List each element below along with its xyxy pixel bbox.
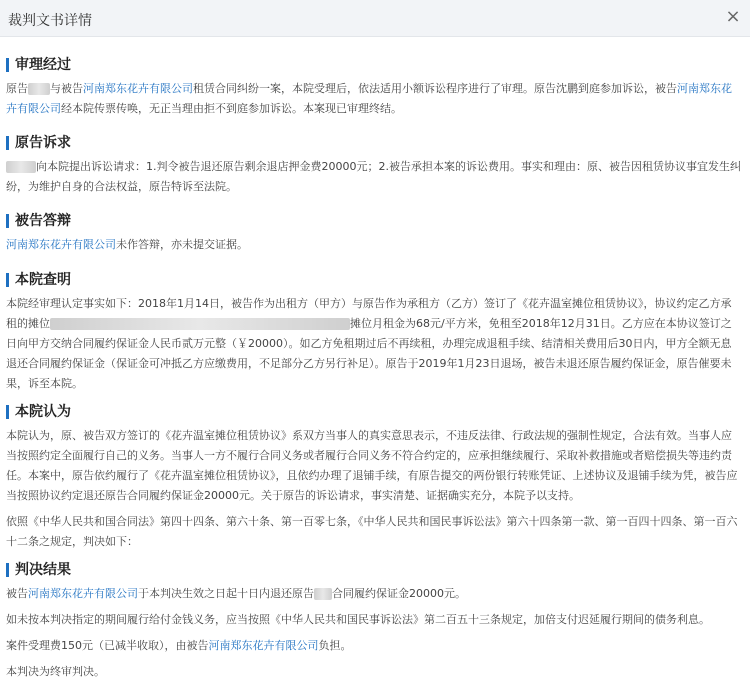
section-title: 判决结果 [15, 562, 71, 578]
section-trial-process [0, 55, 750, 115]
text: 本院经审理认定事实如下：2018年1月14日，被告作为出租方（甲方）与原告作为承租方（乙方）签订了《花卉温室摊位租赁协议》，协议约定乙方承租的摊位 [6, 297, 732, 330]
section-title: 审理经过 [15, 57, 71, 73]
section-court-opinion [0, 402, 750, 548]
section-title: 本院认为 [15, 404, 71, 420]
section-title: 被告答辩 [15, 213, 71, 229]
section-heading [0, 402, 750, 422]
text: 负担。 [318, 639, 352, 652]
party-link[interactable]: 河南郑东花卉有限公司 [6, 238, 116, 251]
redacted-text [50, 318, 350, 330]
section-heading [0, 211, 750, 231]
paragraph: 本判决为终审判决。 [6, 665, 105, 678]
paragraph [6, 235, 742, 255]
text: 经本院传票传唤，无正当理由拒不到庭参加诉讼。本案现已审理终结。 [61, 102, 402, 115]
paragraph [6, 79, 742, 119]
text: 被告 [6, 587, 28, 600]
text: 向本院提出诉讼请求：1.判令被告退还原告剩余退店押金费20000元；2.被告承担本案的诉讼费用。事实和理由：原、被告因租赁协议事宜发生纠纷，为维护自身的合法权益，原告特诉至法院。 [6, 160, 741, 193]
redacted-name [28, 83, 50, 95]
text: 租赁合同纠纷一案，本院受理后，依法适用小额诉讼程序进行了审理。原告沈鹏到庭参加诉讼，被告 [193, 82, 677, 95]
text: 摊位月租金为68元/平方米，免租至2018年12月31日。乙方应在本协议签订之日向甲方交纳合同履约保证金人民币贰万元整（￥20000）。如乙方免租期过后不再续租，办理完成退租手续、结清相关费用后30日内，甲方全额无息退还合同履约保证金（保证金可冲抵乙方应缴费用，不足部分乙方另行补足）。原告于2019年1月23日退场，被告未退还原告履约保证金，原告催要未果，诉至本院。 [6, 317, 732, 390]
section-heading [0, 270, 750, 290]
text: 案件受理费150元（已减半收取），由被告 [6, 639, 209, 652]
section-findings [0, 270, 750, 390]
text: 未作答辩，亦未提交证据。 [116, 238, 248, 251]
section-heading [0, 560, 750, 580]
party-link[interactable]: 河南郑东花卉有限公司 [6, 82, 732, 115]
dialog-header [0, 0, 750, 37]
section-marker [6, 563, 9, 577]
paragraph [6, 636, 742, 656]
section-title: 本院查明 [15, 272, 71, 288]
party-link[interactable]: 河南郑东花卉有限公司 [28, 587, 138, 600]
section-marker [6, 214, 9, 228]
dialog-title: 裁判文书详情 [8, 13, 92, 29]
paragraph [6, 294, 742, 394]
text: 于本判决生效之日起十日内退还原告 [138, 587, 314, 600]
close-icon[interactable]: × [725, 6, 741, 27]
section-heading [0, 133, 750, 153]
section-marker [6, 136, 9, 150]
redacted-name [314, 588, 332, 600]
section-marker [6, 273, 9, 287]
party-link[interactable]: 河南郑东花卉有限公司 [83, 82, 193, 95]
text: 原告 [6, 82, 28, 95]
section-plaintiff-claims [0, 133, 750, 193]
text: 与被告 [50, 82, 83, 95]
paragraph: 本院认为，原、被告双方签订的《花卉温室摊位租赁协议》系双方当事人的真实意思表示，不违反法律、行政法规的强制性规定，合法有效。当事人应当按照约定全面履行自己的义务。当事人一方不履行合同义务或者履行合同义务不符合约定的，应承担继续履行、采取补救措施或者赔偿损失等违约责任。本案中，原告依约履行了《花卉温室摊位租赁协议》，且依约办理了退铺手续，有原告提交的两份银行转账凭证、上述协议及退铺手续为凭，被告应当按照协议约定退还原告合同履约保证金20000元。关于原告的诉讼请求，事实清楚、证据确实充分，本院予以支持。 [6, 429, 738, 502]
redacted-name [6, 161, 36, 173]
section-marker [6, 58, 9, 72]
paragraph: 如未按本判决指定的期间履行给付金钱义务，应当按照《中华人民共和国民事诉讼法》第二百五十三条规定，加倍支付迟延履行期间的债务利息。 [6, 613, 710, 626]
paragraph [6, 584, 742, 604]
paragraph [6, 157, 742, 197]
section-title: 原告诉求 [15, 135, 71, 151]
section-judgment [0, 560, 750, 678]
section-defense [0, 211, 750, 251]
section-heading [0, 55, 750, 75]
paragraph: 依照《中华人民共和国合同法》第四十四条、第六十条、第一百零七条，《中华人民共和国民事诉讼法》第六十四条第一款、第一百四十四条、第一百六十二条之规定，判决如下： [6, 515, 738, 548]
text: 合同履约保证金20000元。 [332, 587, 466, 600]
section-marker [6, 405, 9, 419]
party-link[interactable]: 河南郑东花卉有限公司 [208, 639, 319, 652]
